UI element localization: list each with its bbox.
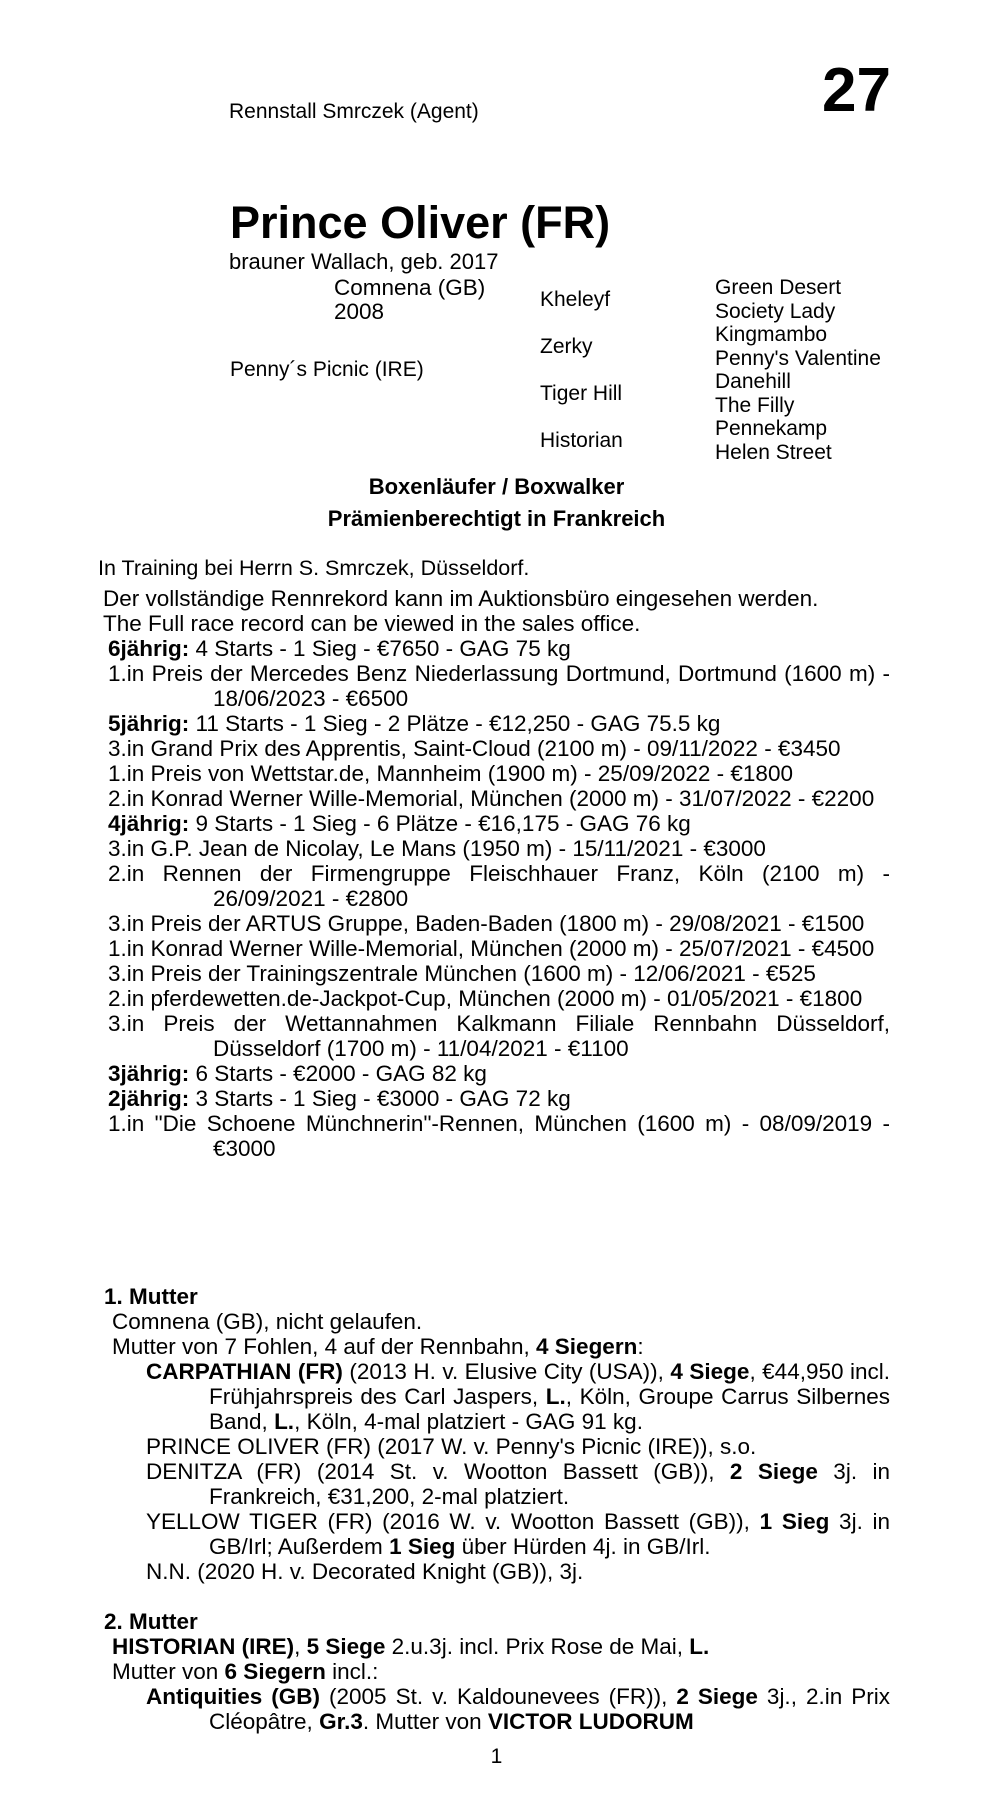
race-record-line: 3.in G.P. Jean de Nicolay, Le Mans (1950 m) - 15/11/2021 - €3000 <box>108 836 766 861</box>
dam-line: CARPATHIAN (FR) (2013 H. v. Elusive City (USA)), 4 Siege, €44,950 incl. Frühjahrspreis des Carl Jaspers, L., Köln, Groupe Carrus Silbernes Band, L., Köln, 4-mal platziert - GAG 91 kg. <box>146 1359 890 1434</box>
dam-line: YELLOW TIGER (FR) (2016 W. v. Wootton Bassett (GB)), 1 Sieg 3j. in GB/Irl; Außerdem 1 Sieg über Hürden 4j. in GB/Irl. <box>146 1509 891 1559</box>
dam-line: N.N. (2020 H. v. Decorated Knight (GB)), 3j. <box>146 1559 584 1584</box>
race-record-line: 3.in Preis der ARTUS Gruppe, Baden-Baden (1800 m) - 29/08/2021 - €1500 <box>108 911 865 936</box>
first-dam-lines <box>112 1309 890 1584</box>
page-number: 1 <box>490 1745 503 1768</box>
pedigree-great-grandparent: Society Lady <box>715 299 836 323</box>
race-record-lines <box>108 636 890 1161</box>
race-record-line: 1.in Preis von Wettstar.de, Mannheim (1900 m) - 25/09/2022 - €1800 <box>108 761 793 786</box>
race-record-line: 2.in Konrad Werner Wille-Memorial, München (2000 m) - 31/07/2022 - €2200 <box>108 786 875 811</box>
pedigree-dam-name: Comnena (GB) <box>334 275 486 300</box>
pedigree-grandparent: Kheleyf <box>540 287 611 311</box>
boxwalker-notice: Boxenläufer / Boxwalker <box>368 474 625 499</box>
pedigree-grandparent: Zerky <box>540 334 593 358</box>
training-note: In Training bei Herrn S. Smrczek, Düsseldorf. <box>98 556 530 580</box>
dam-line: HISTORIAN (IRE), 5 Siege 2.u.3j. incl. Prix Rose de Mai, L. <box>112 1634 710 1659</box>
first-dam-section <box>104 1284 890 1584</box>
pedigree-great-grandparent: Danehill <box>715 370 791 393</box>
race-record-line: 3.in Grand Prix des Apprentis, Saint-Cloud (2100 m) - 09/11/2022 - €3450 <box>108 736 841 761</box>
race-record-line: 5jährig: 11 Starts - 1 Sieg - 2 Plätze - €12,250 - GAG 75.5 kg <box>108 711 721 736</box>
consignor-name: Rennstall Smrczek (Agent) <box>229 100 479 123</box>
race-record-intro-en: The Full race record can be viewed in the sales office. <box>103 611 641 636</box>
pedigree-grandparent: Historian <box>540 428 623 452</box>
race-record-line: 4jährig: 9 Starts - 1 Sieg - 6 Plätze - €16,175 - GAG 76 kg <box>108 811 691 836</box>
race-record-line: 1.in Preis der Mercedes Benz Niederlassung Dortmund, Dortmund (1600 m) - 18/06/2023 - €6500 <box>108 661 890 711</box>
dam-line: Antiquities (GB) (2005 St. v. Kaldounevees (FR)), 2 Siege 3j., 2.in Prix Cléopâtre, Gr.3. Mutter von VICTOR LUDORUM <box>146 1684 891 1734</box>
pedigree-grandparent: Tiger Hill <box>540 381 623 405</box>
lot-number: 27 <box>822 56 891 125</box>
race-record-intro-de: Der vollständige Rennrekord kann im Auktionsbüro eingesehen werden. <box>103 586 819 611</box>
pedigree-parents-column <box>230 276 540 464</box>
pedigree-great-grandparent: The Filly <box>715 393 795 417</box>
pedigree-great-grandparent: Helen Street <box>715 440 832 464</box>
race-record <box>103 586 890 1161</box>
second-dam-heading: 2. Mutter <box>104 1609 198 1634</box>
race-record-line: 1.in Konrad Werner Wille-Memorial, München (2000 m) - 25/07/2021 - €4500 <box>108 936 875 961</box>
horse-name: Prince Oliver (FR) <box>230 197 611 248</box>
race-record-line: 6jährig: 4 Starts - 1 Sieg - €7650 - GAG 75 kg <box>108 636 571 661</box>
race-record-line: 2.in pferdewetten.de-Jackpot-Cup, München (2000 m) - 01/05/2021 - €1800 <box>108 986 863 1011</box>
horse-description: brauner Wallach, geb. 2017 <box>229 249 499 274</box>
dam-line: Mutter von 6 Siegern incl.: <box>112 1659 379 1684</box>
second-dam-section <box>104 1609 890 1734</box>
race-record-line: 2jährig: 3 Starts - 1 Sieg - €3000 - GAG 72 kg <box>108 1086 571 1111</box>
pedigree-great-grandparent: Pennekamp <box>715 417 828 440</box>
race-record-line: 3.in Preis der Trainingszentrale München (1600 m) - 12/06/2021 - €525 <box>108 961 816 986</box>
dam-line: PRINCE OLIVER (FR) (2017 W. v. Penny's Picnic (IRE)), s.o. <box>146 1434 757 1459</box>
dam-line: Comnena (GB), nicht gelaufen. <box>112 1309 423 1334</box>
pedigree-dam <box>334 276 993 325</box>
dam-line: DENITZA (FR) (2014 St. v. Wootton Bassett (GB)), 2 Siege 3j. in Frankreich, €31,200, 2-mal platziert. <box>146 1459 891 1509</box>
pedigree-great-grandparent: Penny's Valentine <box>715 346 881 370</box>
race-record-line: 1.in "Die Schoene Münchnerin"-Rennen, München (1600 m) - 08/09/2019 - €3000 <box>108 1111 890 1161</box>
race-record-line: 3jährig: 6 Starts - €2000 - GAG 82 kg <box>108 1061 487 1086</box>
pedigree-great-grandparent: Green Desert <box>715 276 842 299</box>
pedigree-dam-year: 2008 <box>334 299 385 324</box>
race-record-line: 2.in Rennen der Firmengruppe Fleischhauer Franz, Köln (2100 m) - 26/09/2021 - €2800 <box>108 861 890 911</box>
first-dam-heading: 1. Mutter <box>104 1284 198 1309</box>
dam-line: Mutter von 7 Fohlen, 4 auf der Rennbahn, 4 Siegern: <box>112 1334 644 1359</box>
pedigree-table <box>230 276 890 464</box>
second-dam-lines <box>112 1634 890 1734</box>
premium-notice: Prämienberechtigt in Frankreich <box>327 506 666 531</box>
pedigree-great-grandparent: Kingmambo <box>715 323 828 346</box>
pedigree-sire: Penny´s Picnic (IRE) <box>230 358 424 381</box>
race-record-line: 3.in Preis der Wettannahmen Kalkmann Filiale Rennbahn Düsseldorf, Düsseldorf (1700 m) - 11/04/2021 - €1100 <box>108 1011 890 1061</box>
